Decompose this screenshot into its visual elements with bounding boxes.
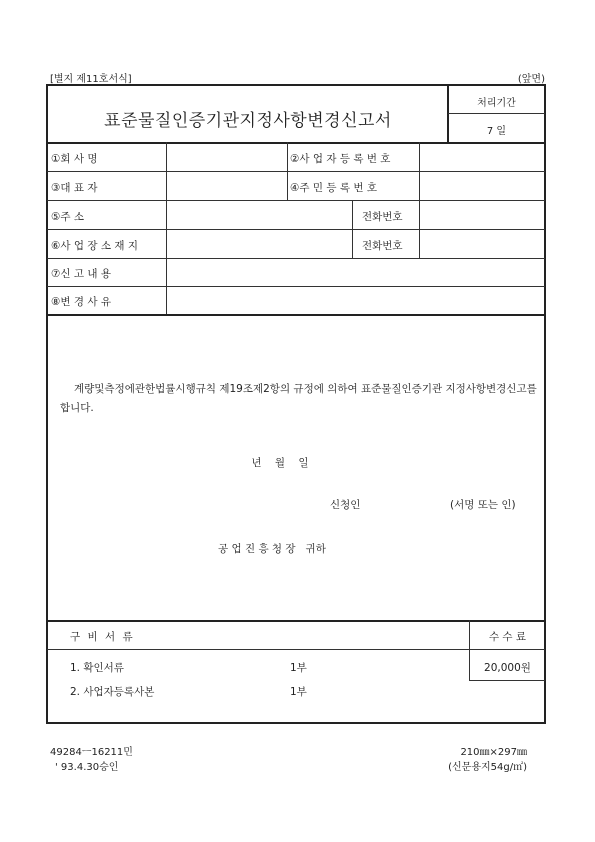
report-content-label: ⑦신 고 내 용 (51, 268, 111, 280)
document-count-2: 1부 (290, 686, 307, 698)
processing-label: 처리기간 (477, 98, 516, 109)
report-content-field[interactable] (167, 259, 544, 285)
document-item-1: 1. 확인서류 (70, 662, 124, 674)
document-item-2: 2. 사업자등록사본 (70, 686, 155, 698)
form-title: 표준물질인증기관지정사항변경신고서 (104, 111, 392, 131)
form-number: [별지 제11호서식] (50, 74, 132, 85)
resident-reg-no-field[interactable] (420, 172, 544, 199)
date-line: 년 월 일 (251, 457, 309, 469)
address-field[interactable] (167, 201, 351, 228)
address-label: ⑤주 소 (51, 211, 85, 223)
company-name-field[interactable] (167, 143, 286, 170)
site-location-label: ⑥사 업 장 소 재 지 (51, 240, 138, 252)
documents-header: 구 비 서 류 (70, 631, 135, 643)
recipient-line: 공 업 진 흥 청 장 귀하 (218, 543, 326, 555)
phone-field-1[interactable] (420, 201, 544, 228)
document-count-1: 1부 (290, 662, 307, 674)
footer-paper: (신문용지54g/㎡) (448, 762, 527, 773)
phone-label-2: 전화번호 (362, 240, 403, 252)
fee-value: 20,000원 (484, 662, 531, 674)
applicant-label: 신청인 (330, 499, 361, 511)
footer-code: 49284ㅡ16211민 (50, 747, 133, 758)
business-reg-no-label: ②사 업 자 등 록 번 호 (290, 153, 391, 165)
footer-size: 210㎜×297㎜ (460, 747, 527, 758)
change-reason-field[interactable] (167, 287, 544, 313)
company-name-label: ①회 사 명 (51, 153, 98, 165)
change-reason-label: ⑧변 경 사 유 (51, 296, 111, 308)
footer-approval: ' 93.4.30승인 (55, 762, 119, 773)
phone-label-1: 전화번호 (362, 211, 403, 223)
page-side: (앞면) (517, 74, 545, 85)
fee-header: 수 수 료 (488, 631, 527, 643)
representative-field[interactable] (167, 172, 286, 199)
representative-label: ③대 표 자 (51, 182, 98, 194)
resident-reg-no-label: ④주 민 등 록 번 호 (290, 182, 377, 194)
site-location-field[interactable] (167, 230, 351, 257)
phone-field-2[interactable] (420, 230, 544, 257)
business-reg-no-field[interactable] (420, 143, 544, 170)
processing-value: 7 일 (486, 126, 507, 137)
signature-label: (서명 또는 인) (450, 499, 516, 511)
declaration-statement: 계량및측정에관한법률시행규칙 제19조제2항의 규정에 의하여 표준물질인증기관 지정사항변경신고를 합니다. (60, 383, 537, 414)
